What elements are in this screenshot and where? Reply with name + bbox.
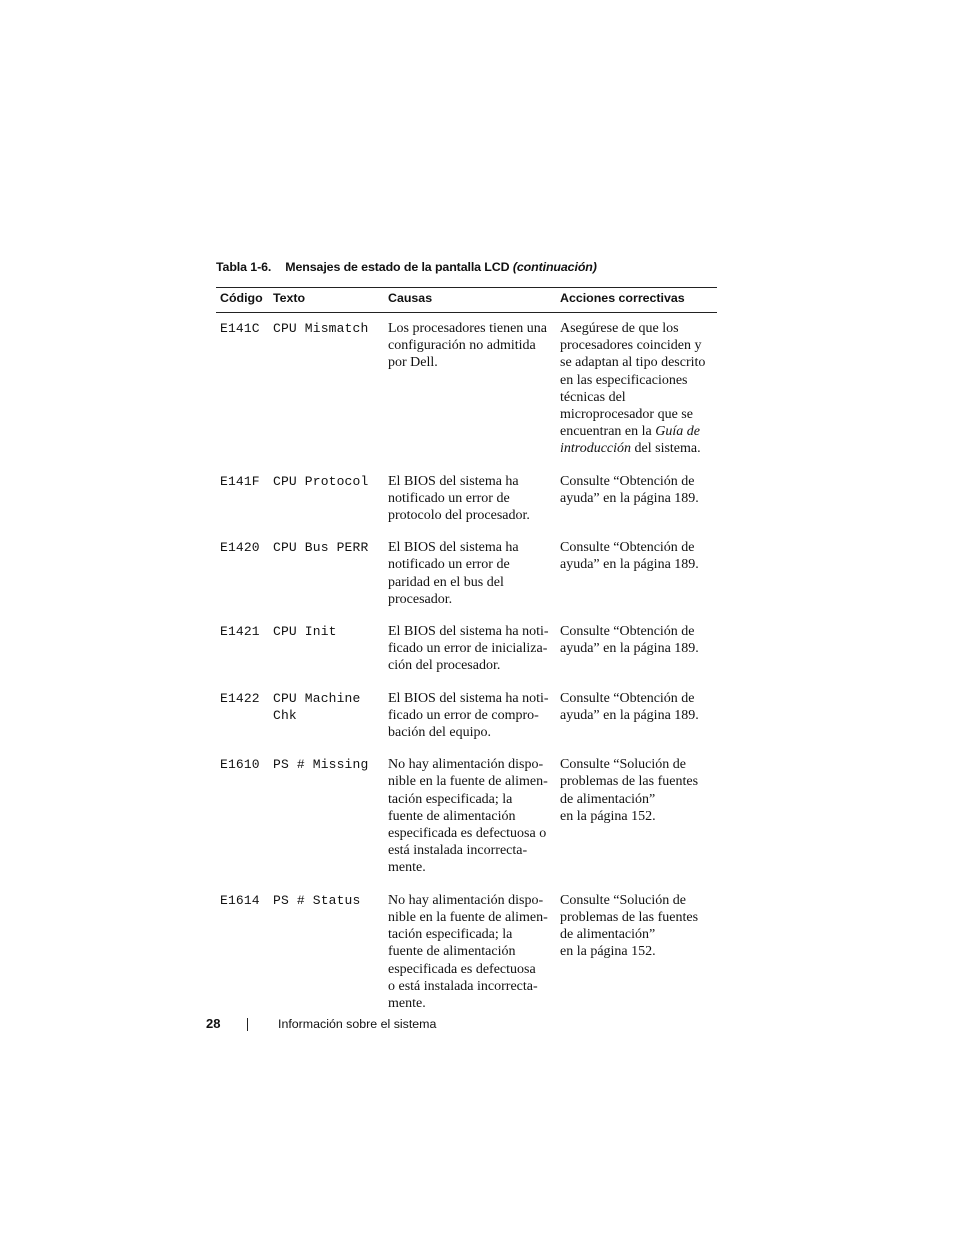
cause-line: tación especificada; la [388, 927, 513, 943]
action-line: ayuda” en la página 189. [560, 557, 699, 573]
table-row [216, 466, 717, 533]
guide-title-italic: introducción [560, 441, 632, 457]
table-row [216, 532, 717, 616]
action-line: en la página 152. [560, 808, 656, 824]
table-caption-label: Tabla 1-6. [216, 260, 272, 274]
page-number: 28 [206, 1016, 221, 1031]
action-line [560, 423, 715, 440]
row-text: PS # Missing [273, 757, 369, 773]
table-row [216, 683, 717, 750]
table-row [216, 749, 717, 884]
cause-line: El BIOS del sistema ha [388, 540, 519, 556]
cause-line: está instalada incorrecta- [388, 843, 528, 859]
row-text: CPU Mismatch [273, 321, 369, 336]
action-line: Consulte “Obtención de [560, 690, 695, 706]
action-line: Consulte “Obtención de [560, 540, 695, 556]
action-line: Consulte “Obtención de [560, 624, 695, 640]
row-action [556, 616, 717, 683]
cause-line: mente. [388, 995, 426, 1011]
action-line: en la página 152. [560, 944, 656, 960]
cause-line: El BIOS del sistema ha [388, 473, 519, 489]
table-caption [216, 260, 597, 274]
cause-line: El BIOS del sistema ha noti- [388, 624, 549, 640]
cause-line: fuente de alimentación [388, 944, 516, 960]
row-text: PS # Status [273, 892, 361, 908]
row-code: E141C [220, 321, 260, 336]
action-line: técnicas del [560, 389, 626, 405]
table-header-row [216, 288, 717, 313]
cause-line: nible en la fuente de alimen- [388, 774, 548, 790]
cause-line: especificada es defectuosa [388, 961, 536, 977]
action-line: ayuda” en la página 189. [560, 707, 699, 723]
cause-line: Los procesadores tienen una [388, 321, 547, 336]
cause-line: No hay alimentación dispo- [388, 757, 544, 773]
row-action [556, 749, 717, 884]
cause-line: tación especificada; la [388, 791, 513, 807]
row-cause [384, 683, 556, 750]
row-cause [384, 749, 556, 884]
row-code: E1614 [220, 892, 260, 908]
header-codigo: Código [216, 288, 269, 313]
cause-line: procesador. [388, 591, 453, 607]
table-caption-title: Mensajes de estado de la pantalla LCD [285, 260, 510, 274]
cause-line: nible en la fuente de alimen- [388, 909, 548, 925]
footer-divider [247, 1018, 248, 1031]
cause-line: notificado un error de [388, 557, 510, 573]
row-text: CPU Machine Chk [273, 690, 361, 723]
action-line: Consulte “Solución de [560, 757, 686, 773]
cause-line: El BIOS del sistema ha noti- [388, 690, 549, 706]
row-code: E1422 [220, 690, 260, 706]
action-line: problemas de las fuentes [560, 774, 699, 790]
row-cause [384, 885, 556, 1020]
cause-line: o está instalada incorrecta- [388, 978, 538, 994]
row-code: E1610 [220, 757, 260, 773]
cause-line: configuración no admitida [388, 338, 536, 354]
table-caption-suffix: (continuación) [512, 260, 597, 274]
cause-line: fuente de alimentación [388, 808, 516, 824]
header-acciones: Acciones correctivas [556, 288, 717, 313]
row-cause [384, 532, 556, 616]
action-line: se adaptan al tipo descrito [560, 355, 706, 371]
cause-line: ción del procesador. [388, 658, 501, 674]
page-footer [0, 1016, 954, 1036]
row-text: CPU Protocol [273, 473, 369, 489]
row-text: CPU Bus PERR [273, 540, 369, 556]
cause-line: paridad en el bus del [388, 574, 504, 590]
table-row [216, 885, 717, 1020]
cause-line: mente. [388, 860, 426, 876]
cause-line: bación del equipo. [388, 725, 492, 741]
header-texto: Texto [269, 288, 384, 313]
action-line: de alimentación” [560, 927, 656, 943]
cause-line: protocolo del procesador. [388, 508, 530, 524]
row-cause [384, 313, 556, 466]
action-line: ayuda” en la página 189. [560, 490, 699, 506]
action-line: problemas de las fuentes [560, 909, 699, 925]
row-text: CPU Init [273, 624, 337, 640]
action-line: en las especificaciones [560, 372, 688, 388]
action-line [560, 440, 715, 457]
action-line: Consulte “Obtención de [560, 473, 695, 489]
table-row [216, 616, 717, 683]
action-line: Consulte “Solución de [560, 892, 686, 908]
cause-line: ficado un error de inicializa- [388, 641, 548, 657]
action-line: procesadores coinciden y [560, 338, 702, 354]
row-code: E1420 [220, 540, 260, 556]
row-code: E141F [220, 473, 260, 489]
cause-line: No hay alimentación dispo- [388, 892, 544, 908]
table-row [216, 313, 717, 466]
guide-title-italic: Guía de [655, 424, 700, 440]
cause-line: ficado un error de compro- [388, 707, 539, 723]
header-causas: Causas [384, 288, 556, 313]
row-action [556, 683, 717, 750]
row-action [556, 313, 717, 466]
footer-section-title: Información sobre el sistema [278, 1017, 437, 1031]
action-text: encuentran en la [560, 424, 656, 440]
row-cause [384, 616, 556, 683]
cause-line: por Dell. [388, 355, 438, 371]
lcd-status-messages-table [216, 287, 717, 1020]
cause-line: notificado un error de [388, 490, 510, 506]
row-action [556, 466, 717, 533]
row-cause [384, 466, 556, 533]
action-line: microprocesador que se [560, 407, 693, 423]
row-action [556, 885, 717, 1020]
action-line: Asegúrese de que los [560, 321, 679, 336]
row-action [556, 532, 717, 616]
action-text: del sistema. [631, 441, 701, 457]
action-line: de alimentación” [560, 791, 656, 807]
action-line: ayuda” en la página 189. [560, 641, 699, 657]
cause-line: especificada es defectuosa o [388, 826, 547, 842]
row-code: E1421 [220, 624, 260, 640]
